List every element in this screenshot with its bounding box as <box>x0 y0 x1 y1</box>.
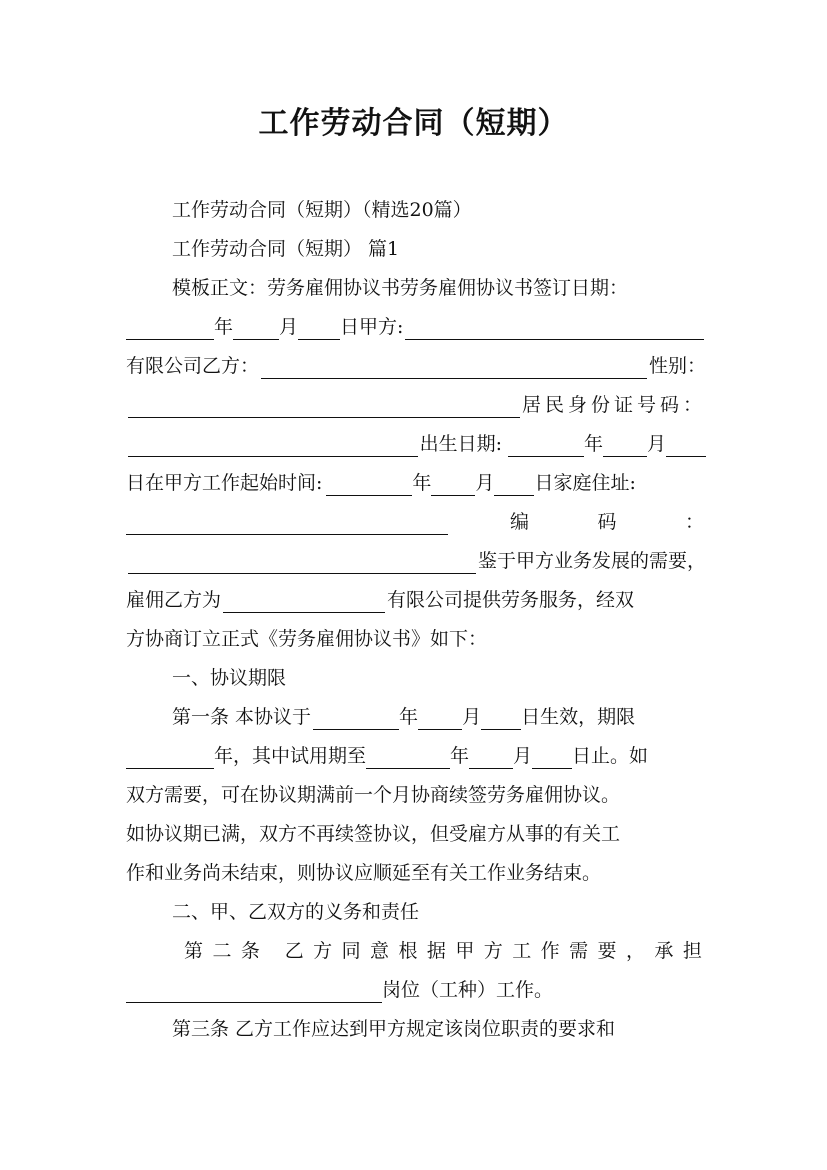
negotiate-line: 方协商订立正式《劳务雇佣协议书》如下： <box>126 628 488 650</box>
label-birth-year: 年 <box>583 433 603 455</box>
template-line: 模板正文：劳务雇佣协议书劳务雇佣协议书签订日期： <box>172 277 629 299</box>
blank-birth-month <box>603 436 647 457</box>
given-row <box>126 548 706 574</box>
article-2-line-2 <box>126 977 706 1003</box>
blank-art1-month <box>418 709 462 730</box>
blank-art1-day <box>481 709 521 730</box>
label-probation-month: 月 <box>513 745 533 767</box>
label-company-party-b: 有限公司乙方： <box>126 355 260 377</box>
blank-position <box>126 982 382 1003</box>
id-row <box>126 392 706 418</box>
article-1-line-4: 如协议期已满，双方不再续签协议，但受雇方从事的有关工 <box>126 823 621 845</box>
blank-home-address <box>126 514 448 535</box>
label-month: 月 <box>279 316 299 338</box>
label-probation-year: 年 <box>450 745 470 767</box>
birth-row <box>126 431 706 457</box>
article-1-line-5: 作和业务尚未结束，则协议应顺延至有关工作业务结束。 <box>126 862 602 884</box>
article-1-line-3: 双方需要，可在协议期满前一个月协商续签劳务雇佣协议。 <box>126 784 621 806</box>
article-1-line-1 <box>172 704 706 730</box>
blank-year <box>126 319 214 340</box>
signing-date-row <box>126 314 706 340</box>
blank-id-number <box>128 436 418 457</box>
label-gender: 性别： <box>648 355 706 377</box>
label-probation: 年，其中试用期至 <box>214 745 367 767</box>
section-2-heading: 二、甲、乙双方的义务和责任 <box>172 901 420 923</box>
blank-day <box>298 319 340 340</box>
intro-line: 工作劳动合同（短期）（精选20篇） <box>172 199 472 221</box>
label-birth: 出生日期: <box>419 433 502 455</box>
blank-start-day <box>494 475 534 496</box>
article-heading: 工作劳动合同（短期） 篇1 <box>172 238 400 260</box>
label-start-year: 年 <box>412 472 432 494</box>
code-row <box>126 509 706 535</box>
label-start-month: 月 <box>475 472 495 494</box>
party-b-row <box>126 353 706 379</box>
blank-birth-day <box>666 436 706 457</box>
blank-party-a <box>405 319 704 340</box>
label-birth-month: 月 <box>646 433 666 455</box>
blank-gender <box>128 397 520 418</box>
start-time-row <box>126 470 706 496</box>
label-art1-effective: 日生效，期限 <box>521 706 636 728</box>
blank-birth-year <box>508 436 584 457</box>
article-1-line-2 <box>126 743 706 769</box>
blank-start-month <box>431 475 475 496</box>
label-year: 年 <box>214 316 234 338</box>
blank-term-years <box>126 748 214 769</box>
label-home: 日家庭住址: <box>534 472 636 494</box>
blank-probation-month <box>469 748 513 769</box>
label-start: 日在甲方工作起始时间: <box>126 472 323 494</box>
label-art1-end: 日止。如 <box>572 745 649 767</box>
blank-art1-year <box>313 709 399 730</box>
label-day-party-a: 日甲方: <box>340 316 404 338</box>
label-hire: 雇佣乙方为 <box>126 589 222 611</box>
label-given: 鉴于甲方业务发展的需要， <box>477 550 706 572</box>
label-art1-month: 月 <box>462 706 482 728</box>
blank-probation-day <box>532 748 572 769</box>
article-3-line-1: 第三条 乙方工作应达到甲方规定该岗位职责的要求和 <box>172 1018 616 1040</box>
section-1-heading: 一、协议期限 <box>172 667 287 689</box>
label-hire-suffix: 有限公司提供劳务服务，经双 <box>387 589 635 611</box>
article-2-line-1: 第 二 条 乙 方 同 意 根 据 甲 方 工 作 需 要 ， 承 担 <box>184 940 702 962</box>
blank-company <box>223 592 385 613</box>
blank-month <box>233 319 279 340</box>
label-position: 岗位（工种）工作。 <box>382 979 554 1001</box>
blank-postal-code <box>128 553 476 574</box>
code-label: 编 码 ： <box>510 511 704 533</box>
blank-party-b <box>261 358 647 379</box>
blank-probation-year <box>366 748 450 769</box>
label-art1: 第一条 本协议于 <box>172 706 312 728</box>
hire-row <box>126 587 706 613</box>
blank-start-year <box>326 475 412 496</box>
document-title: 工作劳动合同（短期） <box>258 106 569 141</box>
label-id: 居民身份证号码： <box>521 394 706 416</box>
label-art1-year: 年 <box>399 706 419 728</box>
